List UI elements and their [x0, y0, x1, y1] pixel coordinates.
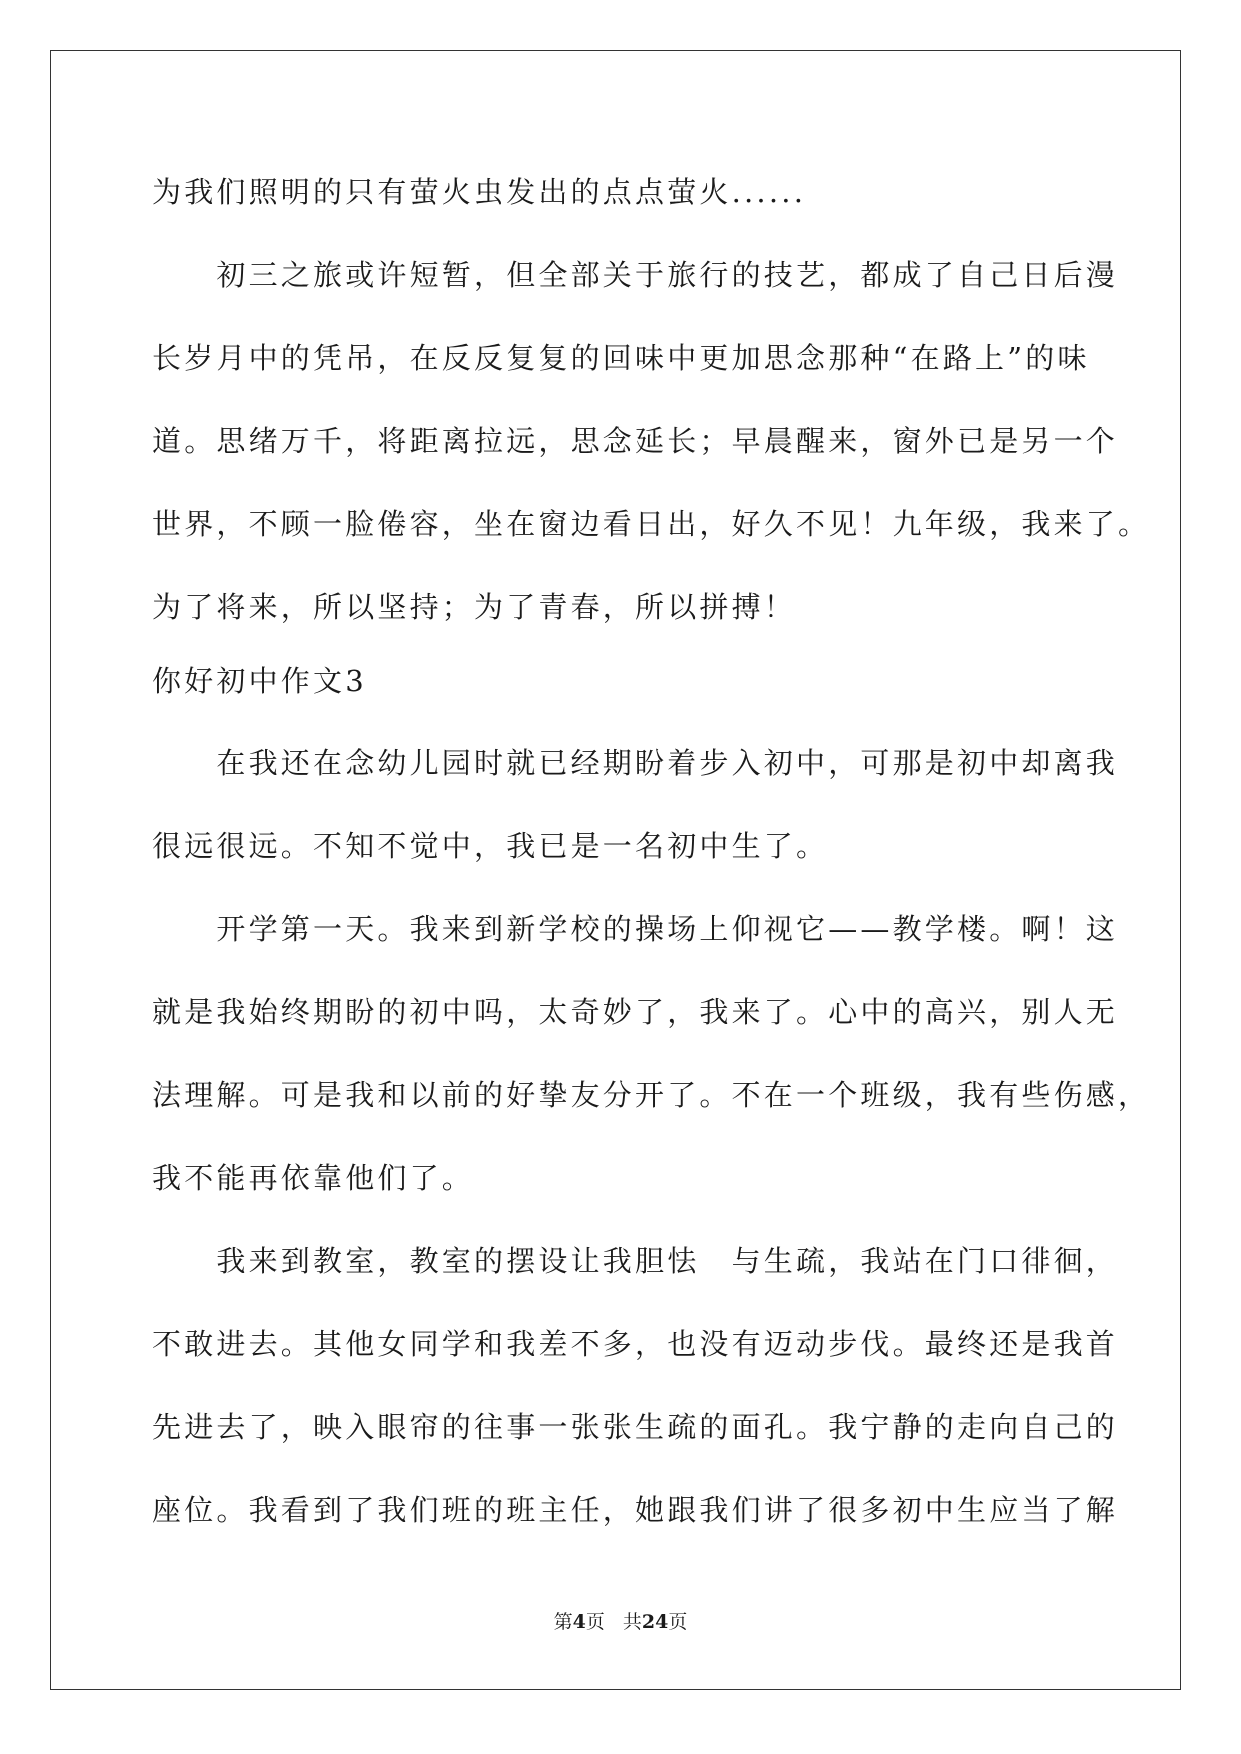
text-line-3: 长岁月中的凭吊，在反反复复的回味中更加思念那种“在路上”的味: [152, 341, 1090, 375]
total-suffix: 页: [668, 1611, 688, 1633]
text-line-17: 座位。我看到了我们班的班主任，她跟我们讲了很多初中生应当了解: [152, 1493, 1119, 1527]
page-number: 4: [572, 1611, 586, 1633]
section-heading: 你好初中作文3: [152, 664, 367, 698]
text-line-11: 就是我始终期盼的初中吗，太奇妙了，我来了。心中的高兴，别人无: [152, 995, 1119, 1029]
page-footer: [0, 1610, 1241, 1634]
text-line-1: 为我们照明的只有萤火虫发出的点点萤火......: [152, 175, 807, 209]
page-prefix: 第: [553, 1611, 573, 1633]
text-line-10: 开学第一天。我来到新学校的操场上仰视它——教学楼。啊！这: [152, 912, 1119, 946]
text-line-14: 我来到教室，教室的摆设让我胆怯 与生疏，我站在门口徘徊，: [152, 1244, 1119, 1278]
text-line-8: 在我还在念幼儿园时就已经期盼着步入初中，可那是初中却离我: [152, 746, 1119, 780]
text-line-9: 很远很远。不知不觉中，我已是一名初中生了。: [152, 829, 829, 863]
text-line-15: 不敢进去。其他女同学和我差不多，也没有迈动步伐。最终还是我首: [152, 1327, 1119, 1361]
total-pages: 24: [641, 1611, 669, 1633]
text-line-6: 为了将来，所以坚持；为了青春，所以拼搏！: [152, 590, 797, 624]
text-line-4: 道。思绪万千，将距离拉远，思念延长；早晨醒来，窗外已是另一个: [152, 424, 1119, 458]
page-suffix: 页: [585, 1611, 605, 1633]
text-line-12: 法理解。可是我和以前的好挚友分开了。不在一个班级，我有些伤感，: [152, 1078, 1151, 1112]
text-line-13: 我不能再依靠他们了。: [152, 1161, 475, 1195]
text-line-16: 先进去了，映入眼帘的往事一张张生疏的面孔。我宁静的走向自己的: [152, 1410, 1119, 1444]
text-line-2: 初三之旅或许短暂，但全部关于旅行的技艺，都成了自己日后漫: [152, 258, 1119, 292]
total-prefix: 共: [622, 1611, 642, 1633]
text-line-5: 世界，不顾一脸倦容，坐在窗边看日出，好久不见！九年级，我来了。: [152, 507, 1151, 541]
